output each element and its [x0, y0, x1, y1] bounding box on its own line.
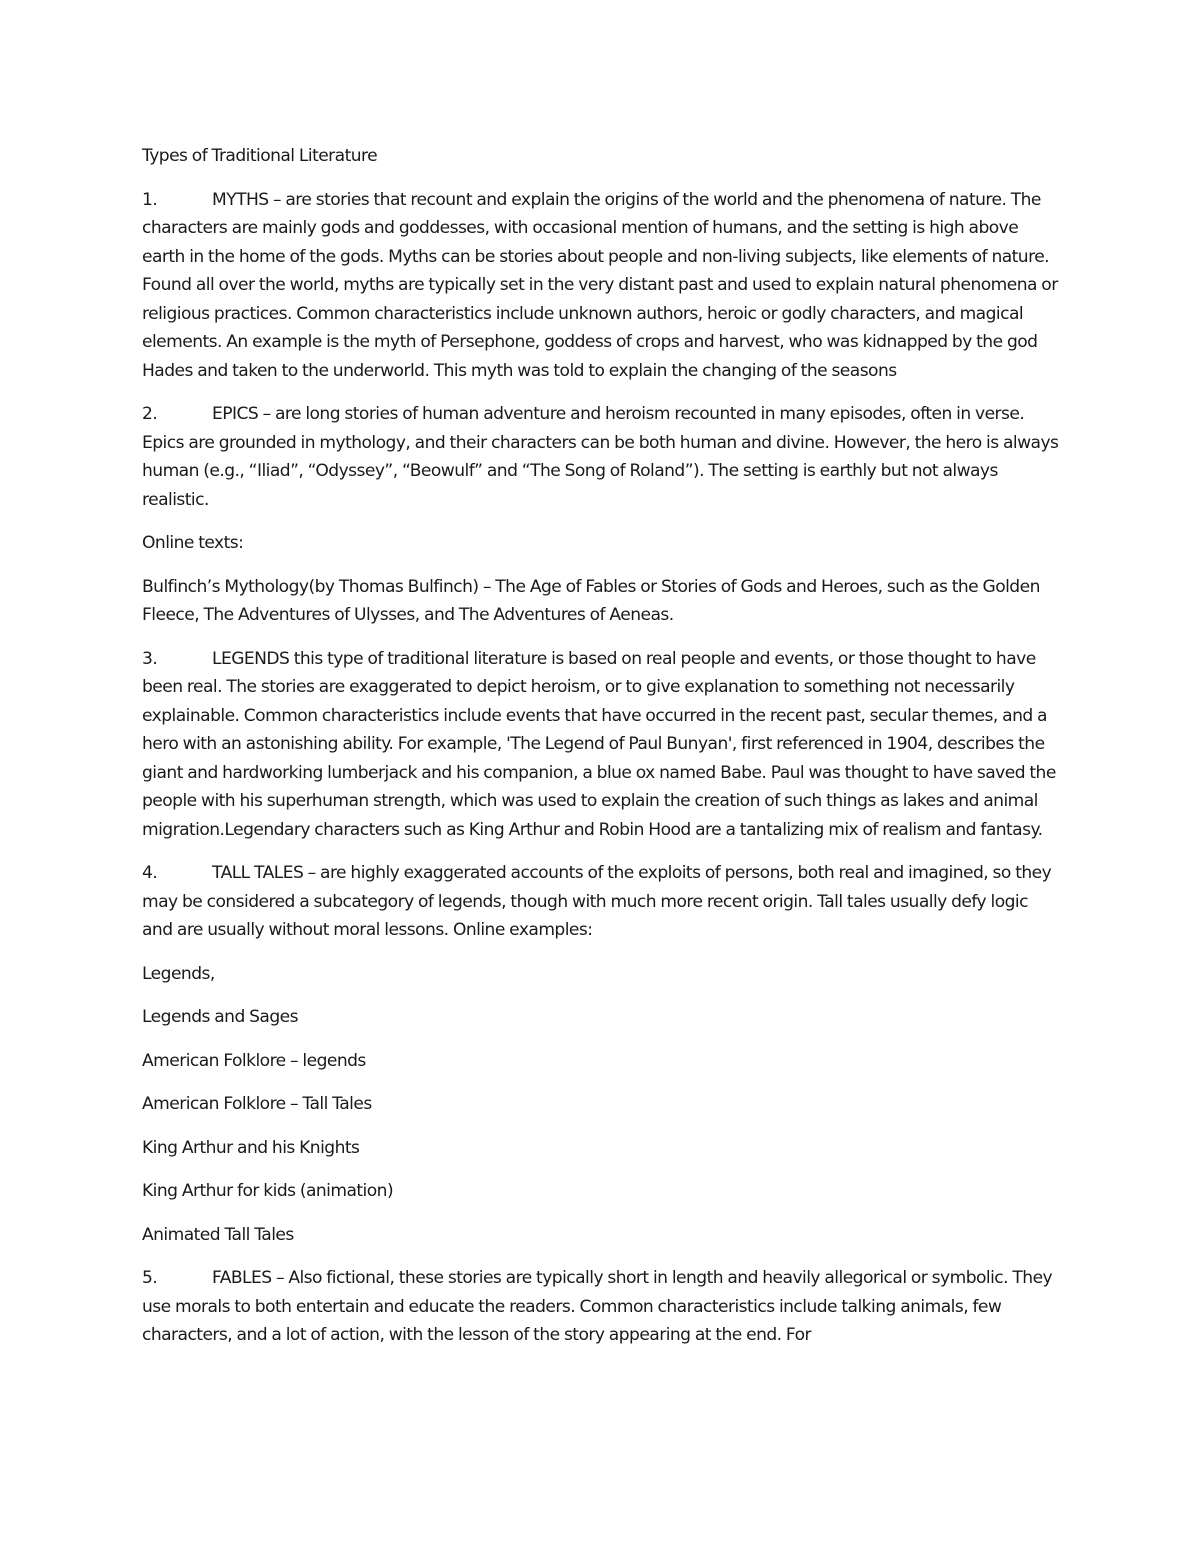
- section-fables: [142, 1264, 1062, 1350]
- example-item: American Folklore – Tall Tales: [142, 1094, 372, 1114]
- section-number: 2.: [142, 404, 158, 424]
- section-myths: [142, 186, 1062, 386]
- section-number: 3.: [142, 648, 158, 669]
- section-text: MYTHS – are stories that recount and explain the origins of the world and the phenomena of nature. The characters are mainly gods and goddesses, with occasional mention of humans, and the setting is high above earth in the home of the gods. Myths can be stories about people and non-living subjects, like elements of nature. Found all over the world, myths are typically set in the very distant past and used to explain natural phenomena or religious practices. Common characteristics include unknown authors, heroic or godly characters, and magical elements. An example is the myth of Persephone, goddess of crops and harvest, who was kidnapped by the god Hades and taken to the underworld. This myth was told to explain the changing of the seasons: [142, 189, 1058, 381]
- section-number: 5.: [142, 1268, 158, 1288]
- example-item: King Arthur and his Knights: [142, 1137, 360, 1158]
- example-item: Legends and Sages: [142, 1007, 298, 1027]
- section-text: TALL TALES – are highly exaggerated accounts of the exploits of persons, both real and imagined, so they may be considered a subcategory of legends, though with much more recent origin. Tall tales usually defy logic and are usually without moral lessons. Online examples:: [142, 863, 1052, 940]
- document-title: Types of Traditional Literature: [142, 146, 378, 166]
- section-text: LEGENDS this type of traditional literature is based on real people and events, or those thought to have been real. The stories are exaggerated to depict heroism, or to give explanation to something not necessarily explainable. Common characteristics include events that have occurred in the recent past, secular themes, and a hero with an astonishing ability. For example, 'The Legend of Paul Bunyan', first referenced in 1904, describes the giant and hardworking lumberjack and his companion, a blue ox named Babe. Paul was thought to have saved the people with his superhuman strength, which was used to explain the creation of such things as lakes and animal migration.Legendary characters such as King Arthur and Robin Hood are a tantalizing mix of realism and fantasy.: [142, 648, 1056, 840]
- example-item: King Arthur for kids (animation): [142, 1181, 394, 1201]
- online-texts-heading: Online texts:: [142, 533, 244, 553]
- section-number: 4.: [142, 863, 158, 883]
- section-text: FABLES – Also fictional, these stories are typically short in length and heavily allegorical or symbolic. They use morals to both entertain and educate the readers. Common characteristics include talking animals, few characters, and a lot of action, with the lesson of the story appearing at the end. For: [142, 1268, 1053, 1345]
- document-page: [142, 142, 1062, 1365]
- example-item: American Folklore – legends: [142, 1050, 366, 1071]
- example-item: Legends,: [142, 963, 215, 984]
- section-number: 1.: [142, 189, 158, 210]
- online-texts-body: Bulfinch’s Mythology(by Thomas Bulfinch) – The Age of Fables or Stories of Gods and Heroes, such as the Golden Fleece, The Adventures of Ulysses, and The Adventures of Aeneas.: [142, 576, 1040, 625]
- section-legends: [142, 645, 1062, 845]
- section-epics: [142, 400, 1062, 514]
- section-text: EPICS – are long stories of human adventure and heroism recounted in many episodes, often in verse. Epics are grounded in mythology, and their characters can be both human and divine. However, the hero is always human (e.g., “Iliad”, “Odyssey”, “Beowulf” and “The Song of Roland”). The setting is earthly but not always realistic.: [142, 404, 1059, 510]
- section-tall-tales: [142, 859, 1062, 945]
- example-item: Animated Tall Tales: [142, 1224, 294, 1245]
